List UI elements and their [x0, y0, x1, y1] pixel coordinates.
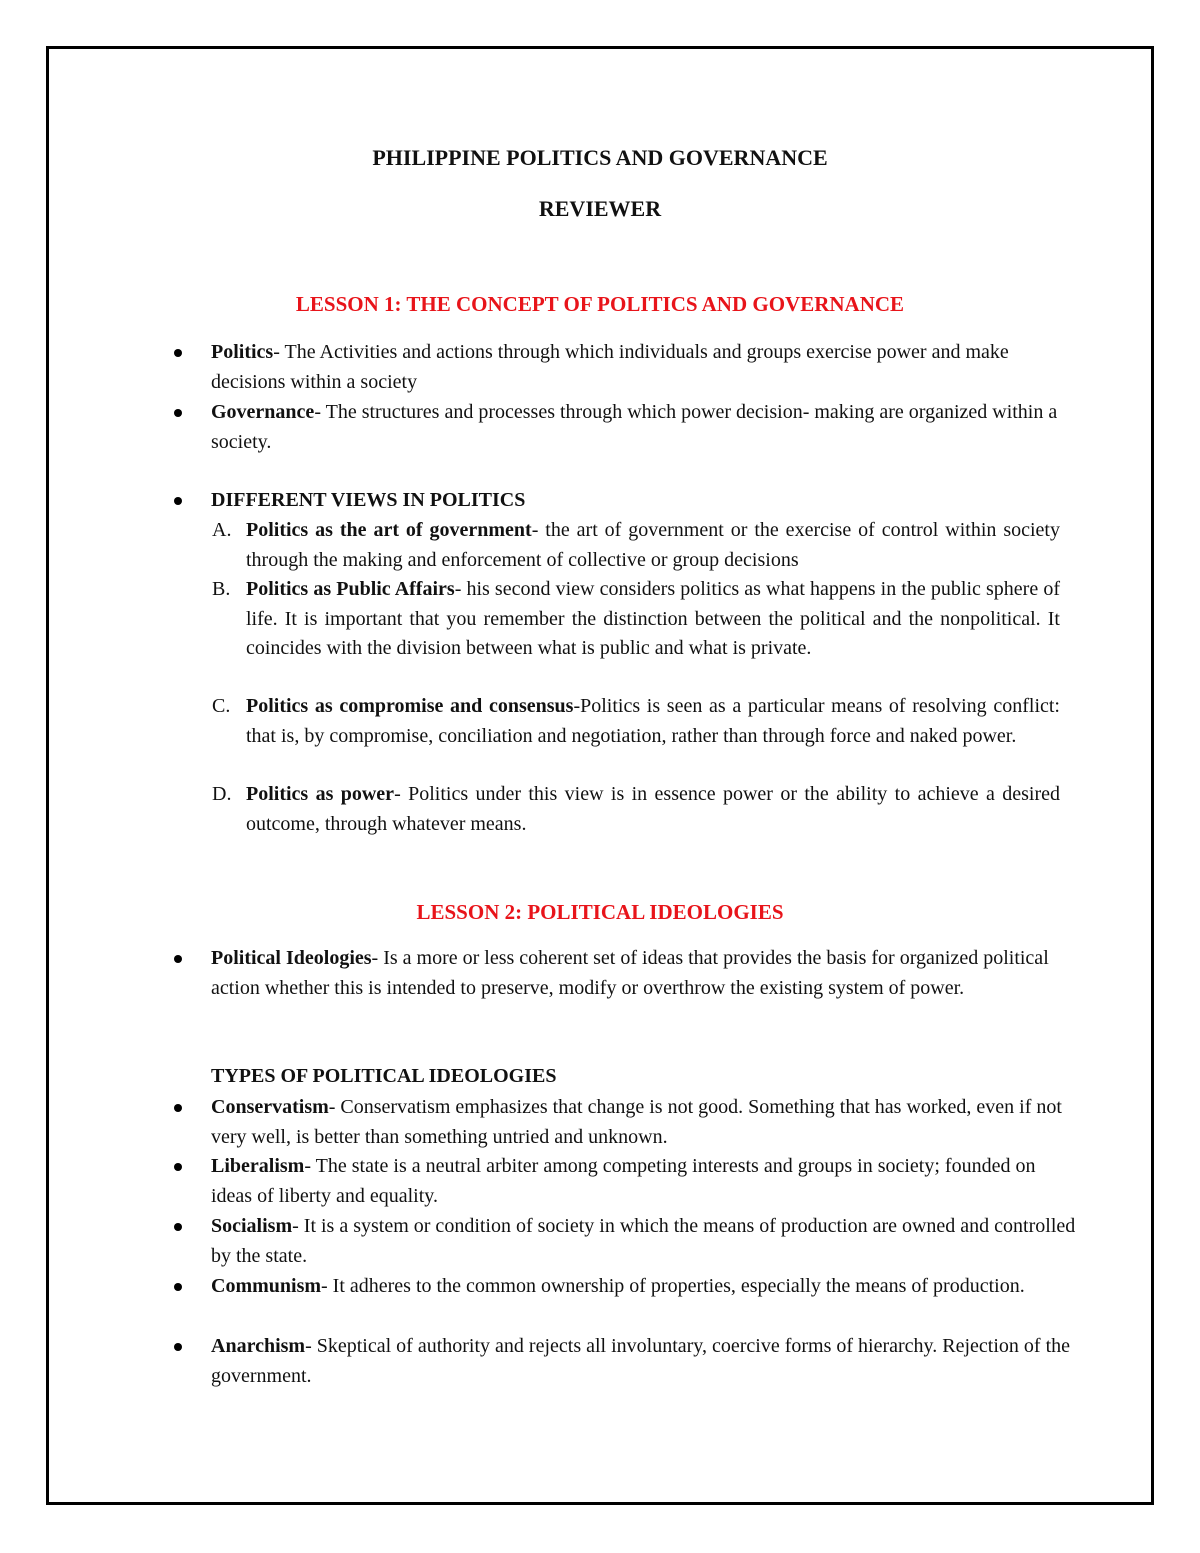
term: Liberalism: [211, 1155, 305, 1177]
list-item-socialism: [211, 1212, 1081, 1271]
view-item-c: [212, 692, 1060, 751]
definition: - Skeptical of authority and rejects all involuntary, coercive forms of hierarchy. Rejection of the government.: [211, 1335, 1070, 1387]
term: Political Ideologies: [211, 947, 372, 969]
definition: - It adheres to the common ownership of properties, especially the means of production.: [321, 1275, 1025, 1297]
list-item-conservatism: [211, 1093, 1081, 1152]
list-item-communism: [211, 1272, 1081, 1302]
list-item-liberalism: [211, 1152, 1081, 1211]
definition: - Conservatism emphasizes that change is not good. Something that has worked, even if not very well, is better than something untried and unknown.: [211, 1096, 1062, 1148]
term: Politics as compromise and consensus: [246, 695, 574, 717]
term: Conservatism: [211, 1096, 329, 1118]
list-item-views-heading: [211, 486, 1081, 516]
term: Governance: [211, 401, 315, 423]
term: Politics as the art of government: [246, 519, 532, 541]
item-letter: B.: [212, 578, 231, 600]
definition: - the art of government or the exercise of control within society through the making and enforcement of collective or group decisions: [246, 519, 1060, 571]
definition: - It is a system or condition of society in which the means of production are owned and controlled by the state.: [211, 1215, 1076, 1267]
list-item-governance: [211, 398, 1081, 457]
lesson-2-heading: LESSON 2: POLITICAL IDEOLOGIES: [416, 900, 784, 924]
types-heading: TYPES OF POLITICAL IDEOLOGIES: [211, 1065, 557, 1087]
list-item-anarchism: [211, 1332, 1081, 1391]
lesson-1-heading: LESSON 1: THE CONCEPT OF POLITICS AND GOVERNANCE: [295, 292, 905, 316]
view-item-b: [212, 575, 1060, 664]
term: Politics as power: [246, 783, 395, 805]
definition: - Is a more or less coherent set of ideas that provides the basis for organized political action whether this is intended to preserve, modify or overthrow the existing system of power.: [211, 947, 1049, 999]
definition: - his second view considers politics as what happens in the public sphere of life. It is important that you remember the distinction between the political and the nonpolitical. It coincides with the division between what is public and what is private.: [246, 578, 1060, 659]
term: Anarchism: [211, 1335, 306, 1357]
term: Socialism: [211, 1215, 293, 1237]
item-letter: C.: [212, 695, 231, 717]
document-title: PHILIPPINE POLITICS AND GOVERNANCE: [372, 145, 828, 170]
view-item-d: [212, 780, 1060, 839]
definition: - The Activities and actions through which individuals and groups exercise power and make decisions within a society: [211, 341, 1009, 393]
definition: - Politics under this view is in essence power or the ability to achieve a desired outcome, through whatever means.: [246, 783, 1060, 835]
term: Politics as Public Affairs: [246, 578, 455, 600]
definition: - The structures and processes through which power decision- making are organized within a society.: [211, 401, 1058, 453]
document-subtitle: REVIEWER: [538, 196, 662, 221]
term: Communism: [211, 1275, 322, 1297]
definition: -Politics is seen as a particular means of resolving conflict: that is, by compromise, conciliation and negotiation, rather than through force and naked power.: [246, 695, 1060, 747]
views-heading: DIFFERENT VIEWS IN POLITICS: [211, 489, 526, 511]
term: Politics: [211, 341, 274, 363]
item-letter: D.: [212, 783, 232, 805]
item-letter: A.: [212, 519, 232, 541]
list-item-political-ideologies: [211, 944, 1081, 1003]
list-item-politics: [211, 338, 1081, 397]
view-item-a: [212, 516, 1060, 575]
definition: - The state is a neutral arbiter among competing interests and groups in society; founded on ideas of liberty and equality.: [211, 1155, 1036, 1207]
